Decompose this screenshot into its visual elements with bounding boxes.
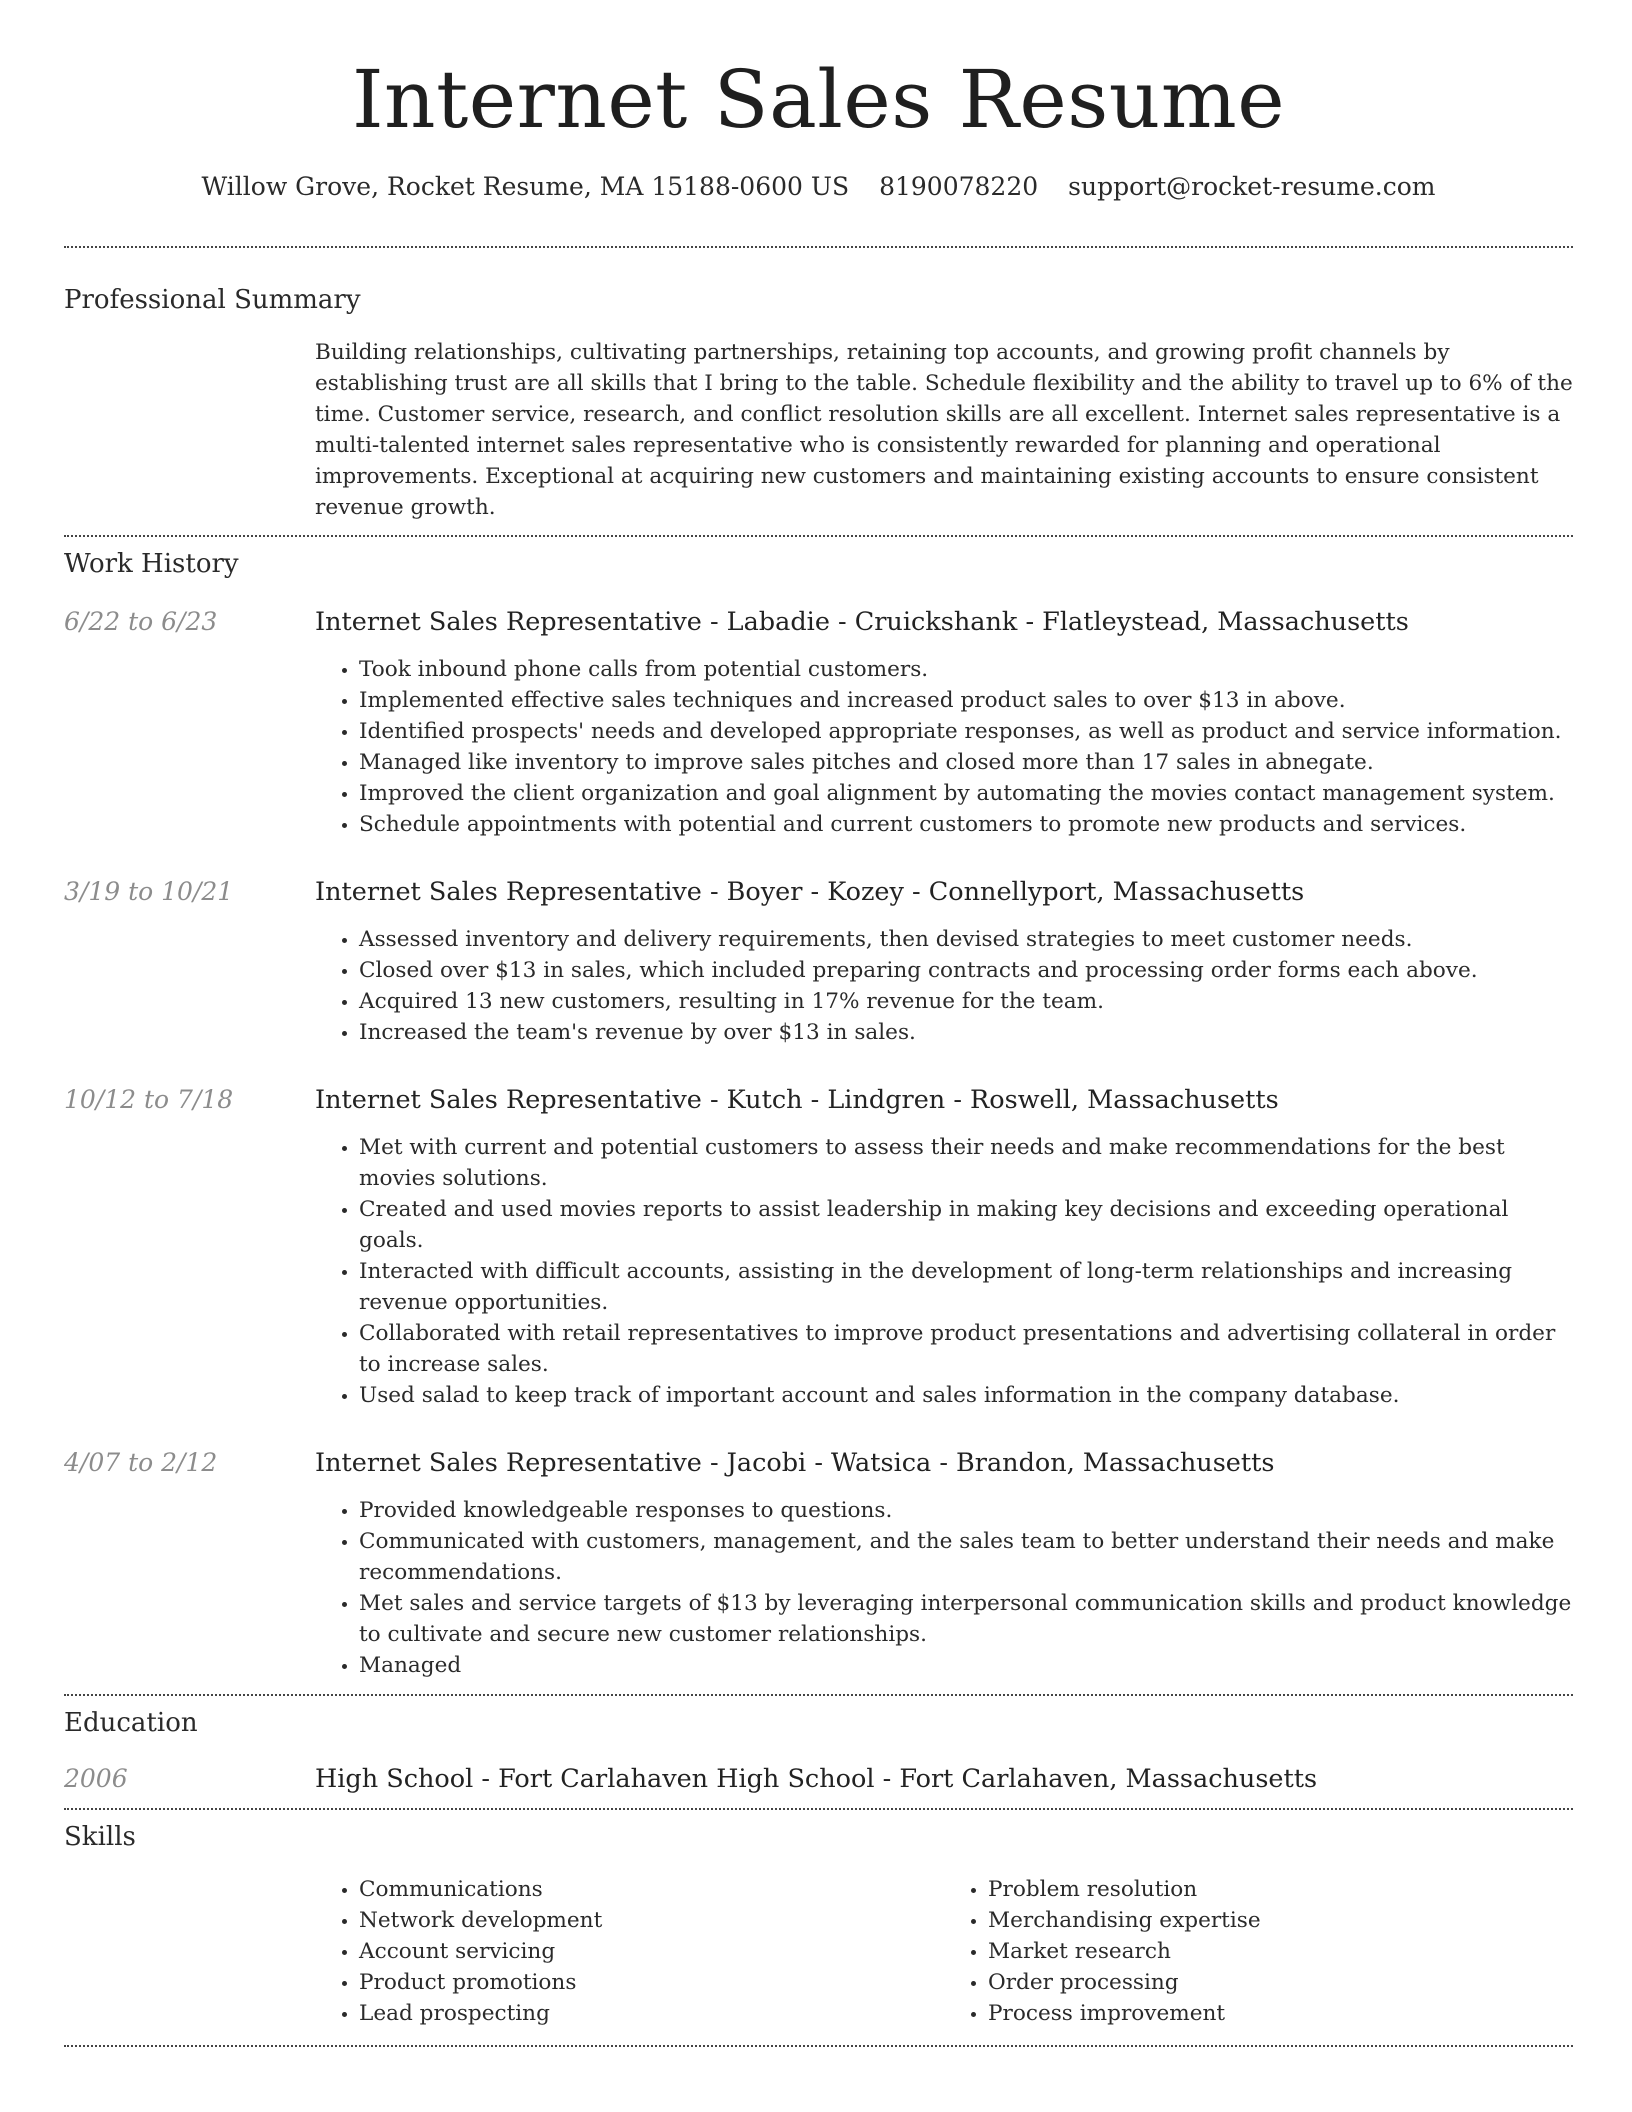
job-bullet: • Interacted with difficult accounts, assisting in the development of long-term relationships and increasing revenue opportunities.: [359, 1256, 1573, 1318]
job-bullet: • Implemented effective sales techniques and increased product sales to over $13 in above.: [359, 685, 1573, 716]
education-heading: Education: [64, 1708, 198, 1738]
education-section: [64, 1696, 1573, 1808]
job-dates: 4/07 to 2/12: [64, 1448, 218, 1477]
skill-item: • Lead prospecting: [359, 1998, 944, 2029]
job-dates: 6/22 to 6/23: [64, 607, 218, 636]
job-title: Internet Sales Representative - Labadie - Cruickshank - Flatleystead, Massachusetts: [315, 607, 1409, 637]
resume-title: Internet Sales Resume: [351, 53, 1286, 146]
job-title: Internet Sales Representative - Kutch - Lindgren - Roswell, Massachusetts: [315, 1085, 1279, 1115]
skill-item: • Communications: [359, 1874, 944, 1905]
skill-item: • Merchandising expertise: [988, 1905, 1573, 1936]
skill-item: • Market research: [988, 1936, 1573, 1967]
job-bullet: • Improved the client organization and goal alignment by automating the movies contact management system.: [359, 778, 1573, 809]
skill-item: • Network development: [359, 1905, 944, 1936]
job-entry: [64, 605, 1573, 840]
job-bullet: • Assessed inventory and delivery requirements, then devised strategies to meet customer needs.: [359, 924, 1573, 955]
skills-grid: [315, 1874, 1573, 2029]
job-bullets: [315, 1132, 1573, 1411]
education-detail: High School - Fort Carlahaven High School - Fort Carlahaven, Massachusetts: [315, 1764, 1318, 1794]
job-dates: 10/12 to 7/18: [64, 1085, 234, 1114]
job-bullet: • Met sales and service targets of $13 by leveraging interpersonal communication skills and product knowledge to cultivate and secure new customer relationships.: [359, 1588, 1573, 1650]
job-bullet: • Met with current and potential customers to assess their needs and make recommendations for the best movies solutions.: [359, 1132, 1573, 1194]
job-bullet: • Used salad to keep track of important account and sales information in the company database.: [359, 1380, 1573, 1411]
resume-page: [64, 0, 1573, 2047]
summary-left-spacer: [64, 337, 315, 523]
skill-item: • Process improvement: [988, 1998, 1573, 2029]
job-bullets: [315, 924, 1573, 1048]
jobs-list: [64, 605, 1573, 1681]
job-bullet: • Schedule appointments with potential and current customers to promote new products and services.: [359, 809, 1573, 840]
skill-item: • Order processing: [988, 1967, 1573, 1998]
education-year: 2006: [64, 1764, 128, 1793]
skills-divider: [64, 2045, 1573, 2047]
summary-section: [64, 248, 1573, 535]
job-entry: [64, 875, 1573, 1048]
skills-heading: Skills: [64, 1822, 136, 1852]
job-bullet: • Managed: [359, 1650, 1573, 1681]
skill-item: • Problem resolution: [988, 1874, 1573, 1905]
job-bullet: • Acquired 13 new customers, resulting in 17% revenue for the team.: [359, 986, 1573, 1017]
job-title: Internet Sales Representative - Boyer - Kozey - Connellyport, Massachusetts: [315, 877, 1305, 907]
job-entry: [64, 1083, 1573, 1411]
job-bullet: • Collaborated with retail representatives to improve product presentations and advertising collateral in order to increase sales.: [359, 1318, 1573, 1380]
education-entry: [64, 1762, 1573, 1796]
summary-heading: Professional Summary: [64, 285, 361, 315]
work-history-heading: Work History: [64, 549, 239, 579]
work-history-section: [64, 537, 1573, 1694]
skill-item: • Product promotions: [359, 1967, 944, 1998]
skills-column-2: [944, 1874, 1573, 2029]
skill-item: • Account servicing: [359, 1936, 944, 1967]
job-title: Internet Sales Representative - Jacobi - Watsica - Brandon, Massachusetts: [315, 1448, 1275, 1478]
contact-address: Willow Grove, Rocket Resume, MA 15188-0600 US: [201, 172, 850, 201]
job-bullet: • Managed like inventory to improve sales pitches and closed more than 17 sales in abnegate.: [359, 747, 1573, 778]
job-dates: 3/19 to 10/21: [64, 877, 234, 906]
skills-left-spacer: [64, 1874, 315, 2029]
job-bullet: • Communicated with customers, management, and the sales team to better understand their needs and make recommendations.: [359, 1526, 1573, 1588]
job-bullets: [315, 654, 1573, 840]
job-bullets: [315, 1495, 1573, 1681]
job-bullet: • Created and used movies reports to assist leadership in making key decisions and exceeding operational goals.: [359, 1194, 1573, 1256]
job-bullet: • Closed over $13 in sales, which included preparing contracts and processing order forms each above.: [359, 955, 1573, 986]
job-bullet: • Increased the team's revenue by over $13 in sales.: [359, 1017, 1573, 1048]
job-bullet: • Identified prospects' needs and developed appropriate responses, as well as product and service information.: [359, 716, 1573, 747]
job-entry: [64, 1446, 1573, 1681]
job-bullet: • Took inbound phone calls from potential customers.: [359, 654, 1573, 685]
contact-line: [64, 170, 1573, 204]
skills-section: [64, 1810, 1573, 2045]
contact-phone: 8190078220: [879, 172, 1039, 201]
skills-column-1: [315, 1874, 944, 2029]
contact-email: support@rocket-resume.com: [1068, 172, 1436, 201]
job-bullet: • Provided knowledgeable responses to questions.: [359, 1495, 1573, 1526]
summary-text: Building relationships, cultivating partnerships, retaining top accounts, and growing profit channels by establishing trust are all skills that I bring to the table. Schedule flexibility and the ability to travel up to 6% of the time. Customer service, research, and conflict resolution skills are all excellent. Internet sales representative is a multi-talented internet sales representative who is consistently rewarded for planning and operational improvements. Exceptional at acquiring new customers and maintaining existing accounts to ensure consistent revenue growth.: [315, 340, 1573, 520]
